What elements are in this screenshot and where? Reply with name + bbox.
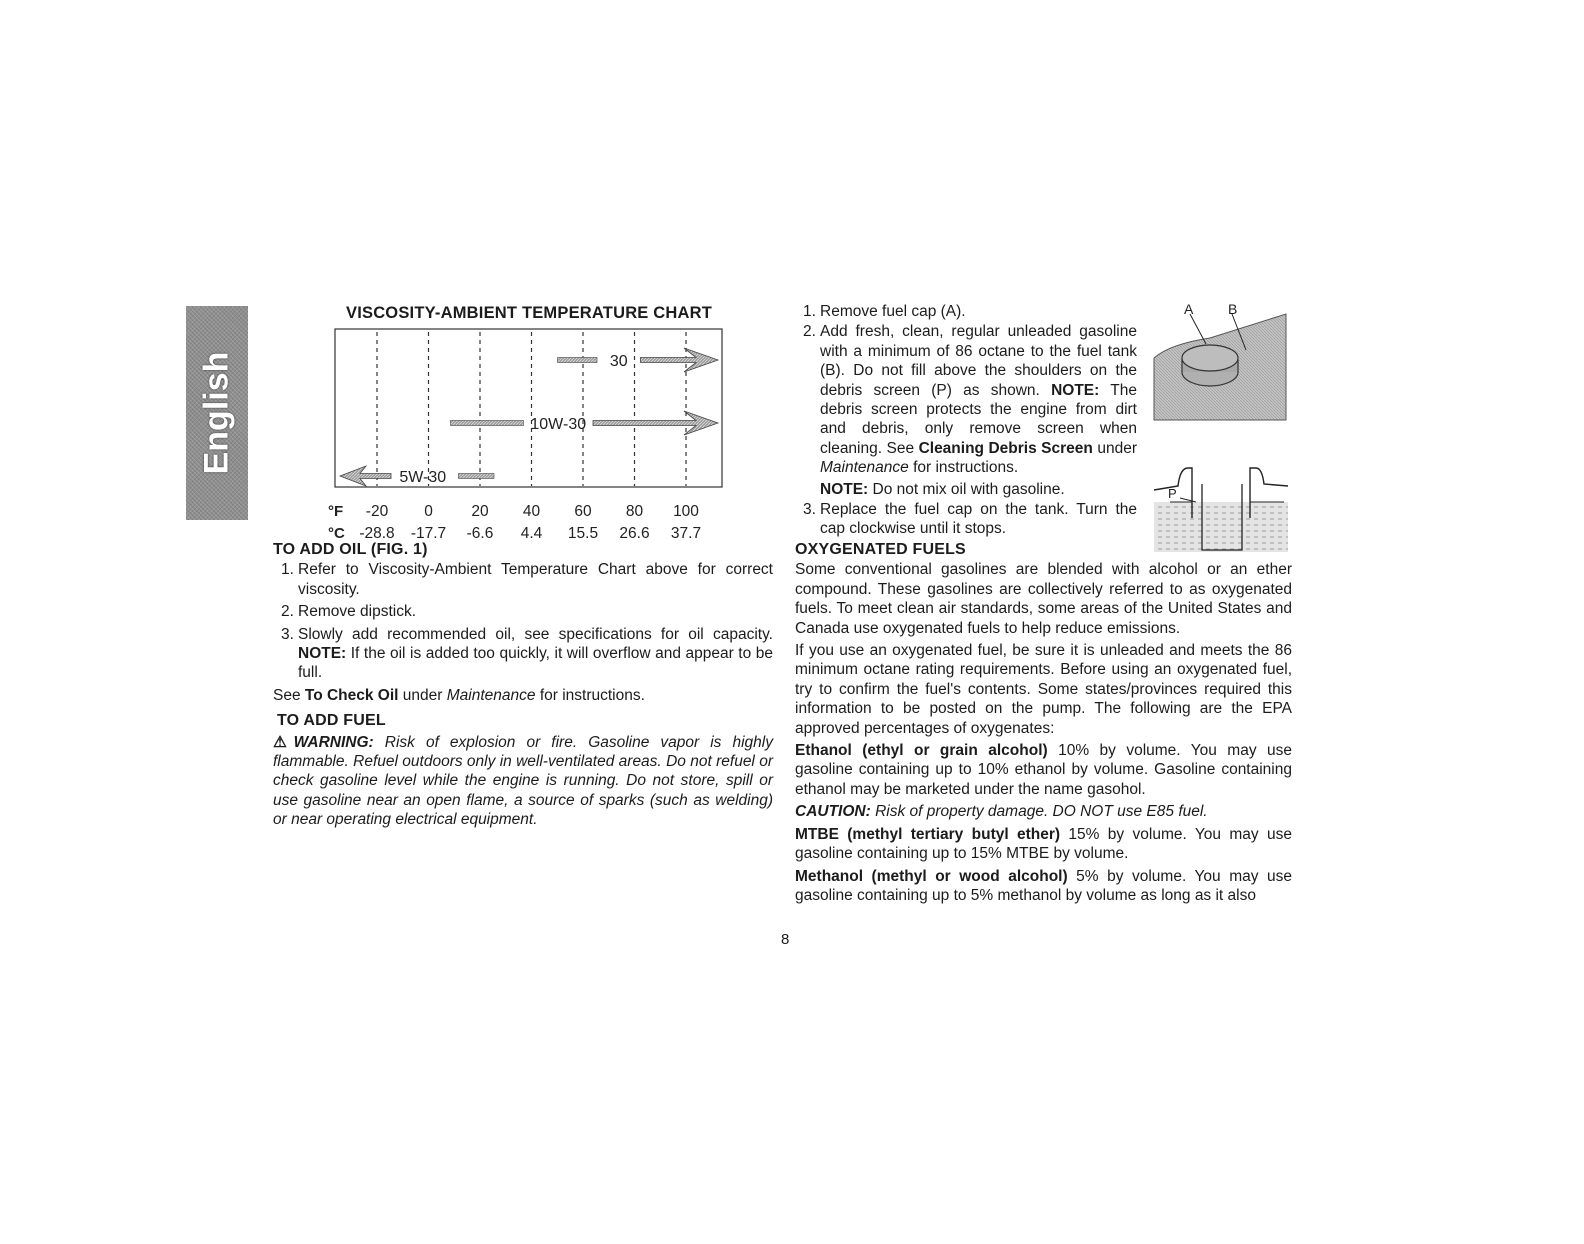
oxygenated-p1: Some conventional gasolines are blended with alcohol or an ether compound. These gasolines are collectively referred to as oxygenated fuels. To meet clean air standards, some areas of the United States and Canada use oxygenated fuels to help reduce emissions. [795, 561, 1292, 637]
tick-label-f: -20 [365, 503, 389, 520]
chart-bar-arrow [641, 348, 719, 372]
chart-gridlines [377, 332, 686, 486]
ethanol-text: 10% by volume. You may use gasoline containing up to 10% ethanol by volume. Gasoline containing ethanol may be marketed under the name gasohol. [795, 742, 1292, 798]
step-text: Add fresh, clean, regular unleaded gasoline with a minimum of 86 octane to the fuel tank (B). Do not fill above the shoulders on the debris screen (P) as shown. [820, 323, 1137, 399]
right-column [795, 540, 1292, 905]
step-number: 3. [803, 501, 816, 519]
chart-bar-label: 30 [609, 353, 628, 370]
fuel-step [795, 302, 1137, 321]
step-text: Slowly add recommended oil, see specifications for oil capacity. [298, 625, 773, 643]
step-number: 2. [803, 323, 816, 341]
add-oil-heading: TO ADD OIL (FIG. 1) [273, 541, 428, 558]
step-number: 1. [281, 561, 294, 579]
fuel-step [795, 322, 1137, 499]
step-text: Refer to Viscosity-Ambient Temperature Chart above for correct viscosity. [298, 561, 773, 598]
page-number: 8 [781, 931, 790, 948]
warning-icon: ⚠ [273, 733, 294, 751]
tick-label-c: 37.7 [670, 525, 702, 542]
methanol-text: 5% by volume. You may use gasoline containing up to 5% methanol by volume as long as it also [795, 867, 1292, 904]
step-number: 1. [803, 303, 816, 320]
chart-bar-30 [558, 348, 719, 372]
methanol-paragraph [795, 867, 1292, 906]
see-post: for instructions. [908, 459, 1019, 477]
chart-bar-10w-30 [451, 411, 719, 435]
methanol-label: Methanol (methyl or wood alcohol) [795, 867, 1068, 885]
tick-label-f: 100 [673, 503, 699, 520]
tick-label-c: -6.6 [466, 525, 494, 542]
label-b: B [1228, 301, 1238, 317]
fuel-step [795, 500, 1137, 539]
language-tab [186, 306, 248, 520]
note-label: NOTE: [820, 480, 869, 498]
tick-label-c: 26.6 [619, 525, 650, 542]
tick-label-c: -28.8 [359, 525, 395, 542]
tick-label-f: 0 [424, 503, 433, 520]
step-text: Replace the fuel cap on the tank. Turn the cap clockwise until it stops. [820, 501, 1137, 538]
chart-title: VISCOSITY-AMBIENT TEMPERATURE CHART [346, 304, 713, 322]
see-mid: under [1092, 439, 1137, 457]
tick-label-c: -17.7 [410, 525, 447, 542]
chart-bar-arrow [593, 411, 718, 435]
fuel-cap-figure [1150, 298, 1292, 424]
tick-label-f: 80 [625, 503, 644, 520]
mtbe-paragraph [795, 825, 1292, 864]
warning-text: Risk of explosion or fire. Gasoline vapor is highly flammable. Refuel outdoors only in well-ventilated areas. Do not refuel or check gasoline level while the engine is running. Do not store, spill or use gasoline near an open flame, a source of sparks (such as welding) or near operating electrical equipment. [273, 733, 773, 829]
see-check-oil [273, 686, 773, 705]
language-tab-label: English [197, 351, 236, 475]
add-fuel-heading: TO ADD FUEL [277, 712, 386, 730]
viscosity-chart [330, 326, 730, 552]
caution-paragraph [795, 802, 1292, 821]
tick-label-f: 20 [471, 503, 489, 520]
note-text: The debris screen protects the engine from dirt and debris, only remove screen when cleaning. See [820, 381, 1137, 457]
tick-label-f: 40 [522, 503, 541, 520]
chart-frame [335, 329, 722, 487]
chart-bars [340, 348, 718, 486]
step-number: 2. [281, 603, 294, 621]
caution-text: Risk of property damage. DO NOT use E85 fuel. [870, 803, 1208, 821]
oxygenated-p2: If you use an oxygenated fuel, be sure it is unleaded and meets the 86 minimum octane rating requirements. Before using an oxygenated fuel, try to confirm the fuel's contents. Some states/provinces required this information to be posted on the pump. The following are the EPA approved percentages of oxygenates: [795, 642, 1292, 737]
fuel-note [820, 480, 1137, 499]
label-p: P [1168, 486, 1177, 501]
note-label: NOTE: [298, 645, 347, 663]
add-oil-step [273, 602, 773, 621]
step-number: 3. [281, 625, 294, 643]
ethanol-paragraph [795, 741, 1292, 799]
step-text: Remove dipstick. [298, 603, 417, 621]
chart-tick-labels [328, 503, 701, 542]
fuel-warning [273, 733, 773, 830]
chart-bar-label: 5W-30 [399, 469, 447, 486]
tick-label-f: 60 [574, 503, 592, 520]
see-bold: To Check Oil [304, 686, 399, 704]
unit-f-label: °F [328, 503, 344, 520]
ethanol-label: Ethanol (ethyl or grain alcohol) [795, 742, 1048, 760]
warning-label: WARNING: [293, 733, 374, 751]
note-text: If the oil is added too quickly, it will overflow and appear to be full. [298, 645, 773, 682]
note-label: NOTE: [1051, 381, 1100, 399]
see-post: for instructions. [535, 686, 645, 704]
note-text: Do not mix oil with gasoline. [868, 480, 1065, 498]
unit-c-label: °C [328, 525, 345, 542]
step-text: Remove fuel cap (A). [820, 303, 966, 320]
see-italic: Maintenance [820, 459, 909, 477]
mtbe-label: MTBE (methyl tertiary butyl ether) [795, 825, 1061, 843]
caution-label: CAUTION: [795, 803, 871, 821]
oxygenated-heading: OXYGENATED FUELS [795, 541, 966, 558]
chart-bar-segment [558, 358, 598, 363]
see-italic: Maintenance [446, 686, 536, 704]
add-oil-steps [273, 560, 773, 682]
add-oil-step [273, 625, 773, 683]
chart-bar-segment [451, 421, 524, 426]
chart-bar-arrow [340, 466, 391, 486]
see-mid: under [398, 686, 447, 704]
add-oil-step [273, 560, 773, 599]
tick-label-c: 15.5 [567, 525, 599, 542]
chart-bar-5w-30 [340, 466, 494, 486]
fuel-steps [795, 302, 1137, 539]
tick-label-c: 4.4 [520, 525, 543, 542]
chart-bar-segment [459, 474, 495, 479]
chart-bar-label: 10W-30 [530, 416, 587, 433]
label-a: A [1184, 301, 1194, 317]
see-bold: Cleaning Debris Screen [918, 439, 1093, 457]
left-column [273, 540, 773, 830]
mtbe-text: 15% by volume. You may use gasoline containing up to 15% MTBE by volume. [795, 825, 1292, 863]
see-pre: See [273, 686, 305, 704]
